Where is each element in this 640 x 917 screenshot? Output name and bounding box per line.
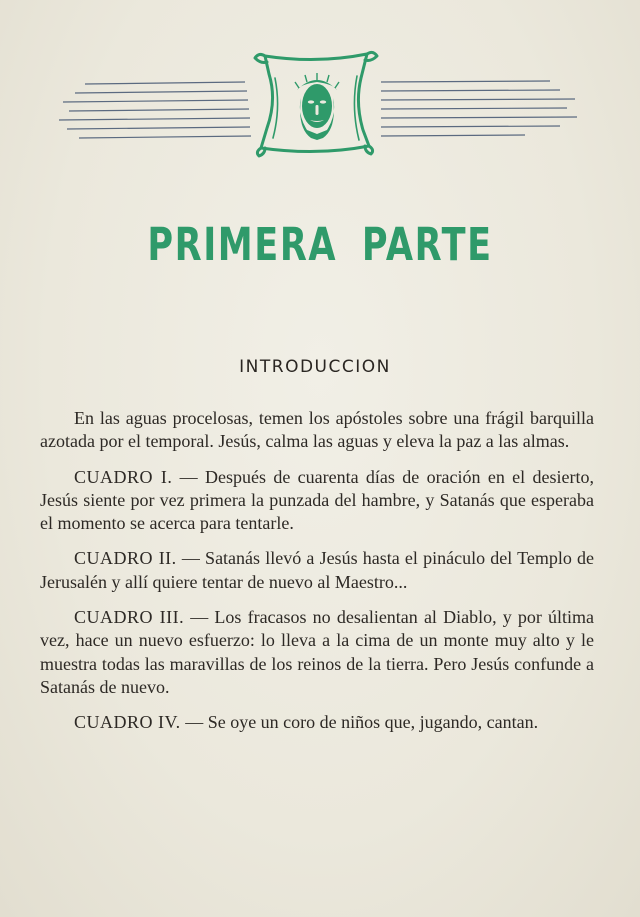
synopsis-text [40, 407, 594, 747]
part-title: PRIMERA PARTE [147, 218, 493, 271]
cuadro-text: — Se oye un coro de niños que, jugando, cantan. [180, 712, 539, 733]
cuadro-label: CUADRO III. [74, 607, 185, 628]
cuadro-label: CUADRO II. [74, 548, 177, 569]
cuadro-paragraph [40, 606, 594, 699]
section-heading: INTRODUCCION [239, 357, 391, 377]
cuadro-paragraph [40, 466, 594, 536]
cuadro-text: — Después de cuarenta días de oración en el desierto, Jesús siente por vez primera la punzada del hambre, y Satanás que esperaba el momento se acerca para tentarle. [40, 466, 594, 534]
cuadro-label: CUADRO I. [74, 466, 173, 487]
cuadro-label: CUADRO IV. [74, 712, 181, 733]
cuadro-text: — Satanás llevó a Jesús hasta el pináculo del Templo de Jerusalén y allí quiere tentar de nuevo al Maestro... [40, 548, 595, 592]
cuadro-paragraph [40, 711, 594, 734]
veil-of-veronica-icon [55, 48, 585, 158]
intro-paragraph: En las aguas procelosas, temen los apóstoles sobre una frágil barquilla azotada por el temporal. Jesús, calma las aguas y eleva la paz a las almas. [40, 408, 594, 452]
cuadro-paragraph [40, 547, 594, 594]
cuadro-text: — Los fracasos no desalientan al Diablo, y por última vez, hace un nuevo esfuerzo: lo lleva a la cima de un monte muy alto y le muestra todas las maravillas de los reinos de la tierra. Pero Jesús confunde a Satanás de nuevo. [40, 607, 594, 697]
